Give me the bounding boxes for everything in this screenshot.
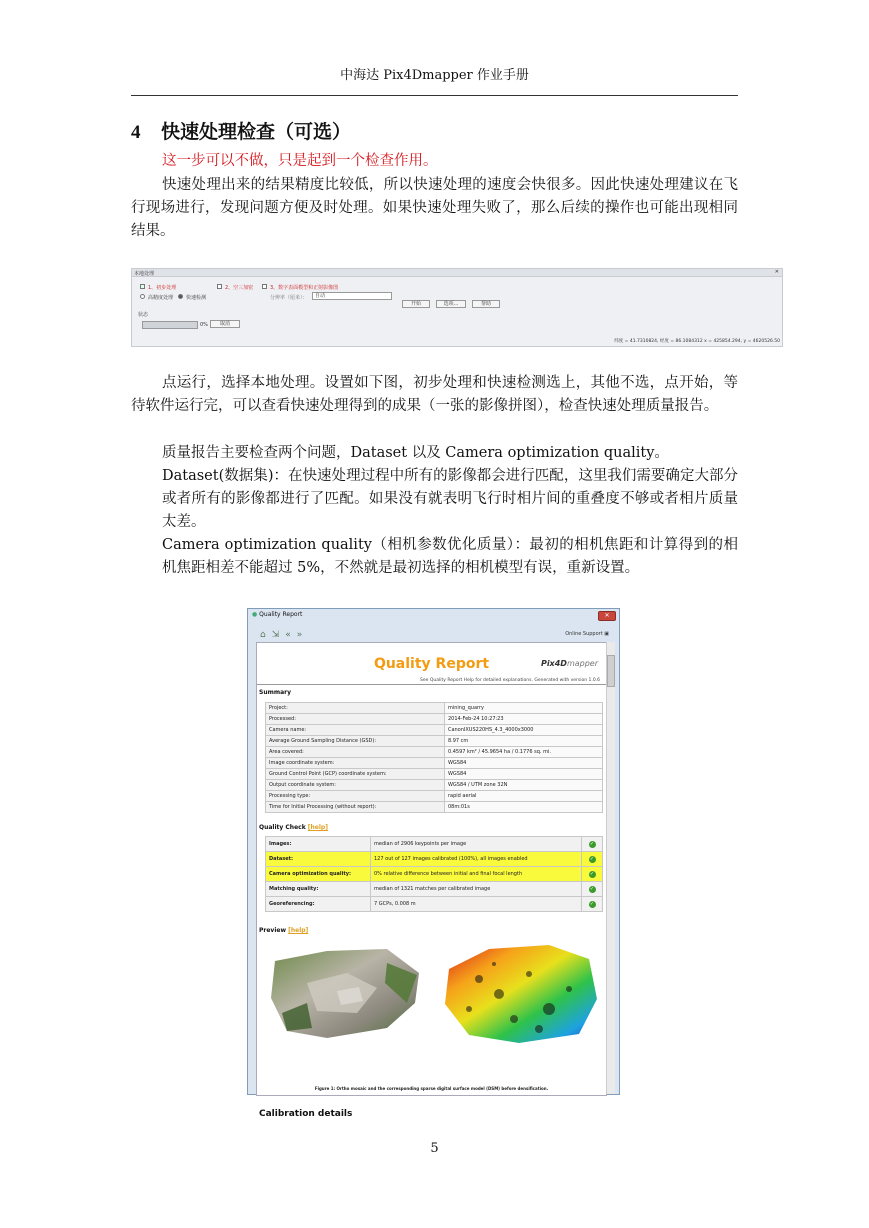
back-icon[interactable]: «: [285, 630, 297, 640]
quality-check-row: [266, 867, 603, 882]
quality-check-value: median of 1321 matches per calibrated image: [371, 882, 582, 897]
quality-check-title: Quality Check: [259, 824, 306, 831]
summary-row: [266, 703, 603, 714]
preview-help-link[interactable]: [help]: [288, 927, 309, 934]
summary-value: CanonIXUS220HS_4.3_4000x3000: [444, 725, 602, 736]
summary-heading: Summary: [259, 689, 292, 696]
panel-title: 本地处理: [134, 271, 155, 277]
summary-value: WGS84 / UTM zone 32N: [444, 780, 602, 791]
scrollbar-thumb[interactable]: [607, 655, 615, 687]
quality-check-key: Georeferencing:: [266, 897, 371, 912]
pix4d-logo: [541, 659, 598, 668]
summary-key: Processed:: [266, 714, 445, 725]
check-ok-icon: ✓: [589, 900, 595, 907]
summary-key: Output coordinate system:: [266, 780, 445, 791]
summary-row: [266, 725, 603, 736]
summary-value: 2014-Feb-24 10:27:23: [444, 714, 602, 725]
summary-key: Processing type:: [266, 791, 445, 802]
section-heading: [131, 117, 351, 144]
brand-name: Pix4D: [540, 659, 567, 668]
paragraph-5: Camera optimization quality（相机参数优化质量）：最初的相机焦距和计算得到的相机焦距相差不能超过 5%，不然就是最初选择的相机模型有误，重新设置。: [162, 537, 738, 576]
summary-row: [266, 769, 603, 780]
progress-value: 0%: [200, 322, 208, 328]
status-ok-cell: [582, 852, 603, 867]
check-ok-icon: ✓: [589, 885, 595, 892]
paragraph-2: 点运行，选择本地处理。设置如下图，初步处理和快速检测选上，其他不选，点开始，等待软件运行完，可以查看快速处理得到的成果（一张的影像拼图），检查快速处理质量报告。: [131, 375, 738, 414]
quality-check-row: [266, 837, 603, 852]
home-icon[interactable]: ⌂: [260, 630, 272, 640]
paragraph-4: Dataset(数据集)：在快速处理过程中所有的影像都会进行匹配，这里我们需要确定大部分或者所有的影像都进行了匹配。如果没有就表明飞行时相片间的重叠度不够或者相片质量太差。: [162, 468, 738, 530]
summary-row: [266, 780, 603, 791]
online-support-link[interactable]: [565, 631, 609, 637]
options-button[interactable]: 选项...: [436, 300, 466, 308]
quality-check-help-link[interactable]: [help]: [307, 824, 328, 831]
page-number: 5: [430, 1141, 439, 1156]
help-button[interactable]: 帮助: [472, 300, 500, 308]
paragraph-3: 质量报告主要检查两个问题，Dataset 以及 Camera optimization quality。: [162, 445, 669, 461]
step1-checkbox[interactable]: [140, 284, 145, 289]
step2-checkbox[interactable]: [217, 284, 222, 289]
check-ok-icon: ✓: [589, 855, 595, 862]
summary-row: [266, 736, 603, 747]
paragraph-1: 快速处理出来的结果精度比较低，所以快速处理的速度会快很多。因此快速处理建议在飞行现场进行，发现问题方便及时处理。如果快速处理失败了，那么后续的操作也可能出现相同结果。: [131, 177, 738, 239]
summary-value: 0.4597 km² / 45.9654 ha / 0.1776 sq. mi.: [444, 747, 602, 758]
cancel-button[interactable]: 取消: [210, 320, 240, 328]
header-rule: [131, 95, 738, 96]
quality-check-row: [266, 882, 603, 897]
app-icon: ●: [252, 611, 258, 618]
window-title-text: Quality Report: [259, 611, 303, 618]
summary-row: [266, 802, 603, 813]
brand-suffix: mapper: [566, 659, 598, 668]
status-ok-cell: [582, 882, 603, 897]
panel-titlebar: [132, 269, 782, 277]
report-title: Quality Report: [373, 656, 490, 672]
summary-value: 08m:01s: [444, 802, 602, 813]
quality-check-key: Dataset:: [266, 852, 371, 867]
support-icon: ▣: [604, 631, 609, 637]
section-number: 4: [131, 122, 141, 143]
quality-check-value: 127 out of 127 images calibrated (100%), all images enabled: [371, 852, 582, 867]
summary-row: [266, 714, 603, 725]
check-ok-icon: ✓: [589, 840, 595, 847]
summary-key: Area covered:: [266, 747, 445, 758]
quality-check-value: 0% relative difference between initial and final focal length: [371, 867, 582, 882]
summary-key: Image coordinate system:: [266, 758, 445, 769]
quality-check-row: [266, 897, 603, 912]
sparse-dsm-image: [439, 939, 599, 1047]
online-support-label: Online Support: [565, 631, 603, 637]
status-ok-cell: [582, 897, 603, 912]
rapid-check-label: 快速检测: [186, 295, 207, 301]
summary-row: [266, 791, 603, 802]
quality-check-heading: [259, 824, 328, 831]
quality-check-table: [265, 836, 603, 912]
summary-table: [265, 702, 603, 813]
report-subtitle: See Quality Report Help for detailed explanations. Generated with version 1.0.6: [420, 678, 600, 683]
report-content: [256, 642, 607, 1119]
summary-key: Ground Control Point (GCP) coordinate system:: [266, 769, 445, 780]
quality-check-value: 7 GCPs, 0.008 m: [371, 897, 582, 912]
quality-check-key: Camera optimization quality:: [266, 867, 371, 882]
status-label: 状态: [138, 312, 149, 318]
coordinates-readout: 纬度 = 41.7310824, 经度 = 86.1084312 x = 425854.294, y = 4620526.50: [614, 339, 780, 344]
resolution-select[interactable]: 自动: [312, 292, 392, 300]
summary-value: WGS84: [444, 769, 602, 780]
quality-report-window: [247, 608, 620, 1119]
summary-key: Average Ground Sampling Distance (GSD):: [266, 736, 445, 747]
step2-label: 2、空三加密: [225, 285, 254, 291]
summary-value: rapid aerial: [444, 791, 602, 802]
preview-title: Preview: [259, 927, 287, 934]
report-divider: [257, 684, 606, 685]
summary-row: [266, 747, 603, 758]
calibration-heading: Calibration details: [259, 1109, 353, 1119]
progress-bar: [142, 321, 198, 329]
window-close-button[interactable]: ✕: [598, 611, 616, 621]
forward-icon[interactable]: »: [296, 630, 309, 640]
rapid-check-radio[interactable]: [178, 294, 183, 299]
full-processing-label: 高精度处理: [148, 295, 174, 301]
nav-toolbar: [260, 630, 308, 640]
window-title: [252, 611, 302, 618]
summary-value: 8.97 cm: [444, 736, 602, 747]
summary-value: WGS84: [444, 758, 602, 769]
summary-key: Time for Initial Processing (without report):: [266, 802, 445, 813]
start-button[interactable]: 开始: [402, 300, 430, 308]
summary-row: [266, 758, 603, 769]
full-processing-radio[interactable]: [140, 294, 145, 299]
ortho-mosaic-image: [267, 943, 427, 1043]
note-text: 这一步可以不做，只是起到一个检查作用。: [162, 153, 438, 169]
summary-key: Camera name:: [266, 725, 445, 736]
status-ok-cell: [582, 837, 603, 852]
report-scrollbar[interactable]: [606, 642, 615, 1094]
quality-check-row: [266, 852, 603, 867]
status-ok-cell: [582, 867, 603, 882]
figure-caption: Figure 1: Ortho mosaic and the corresponding sparse digital surface model (DSM) before densification.: [314, 1086, 549, 1091]
summary-key: Project:: [266, 703, 445, 714]
step1-label: 1、初步处理: [148, 285, 177, 291]
step3-checkbox[interactable]: [262, 284, 267, 289]
step3-label: 3、数字表面模型和正射影像图: [270, 285, 339, 291]
panel-close-icon[interactable]: ✕: [774, 269, 779, 275]
preview-heading: [259, 927, 308, 934]
quality-check-key: Images:: [266, 837, 371, 852]
check-ok-icon: ✓: [589, 870, 595, 877]
quality-check-value: median of 2906 keypoints per image: [371, 837, 582, 852]
summary-value: mining_quarry: [444, 703, 602, 714]
page-header: 中海达 Pix4Dmapper 作业手册: [340, 68, 529, 83]
quality-check-key: Matching quality:: [266, 882, 371, 897]
export-icon[interactable]: ⇲: [271, 630, 286, 640]
section-title: 快速处理检查（可选）: [161, 121, 352, 143]
local-processing-panel: [131, 268, 783, 347]
resolution-label: 分辨率（厘米）：: [270, 295, 308, 301]
